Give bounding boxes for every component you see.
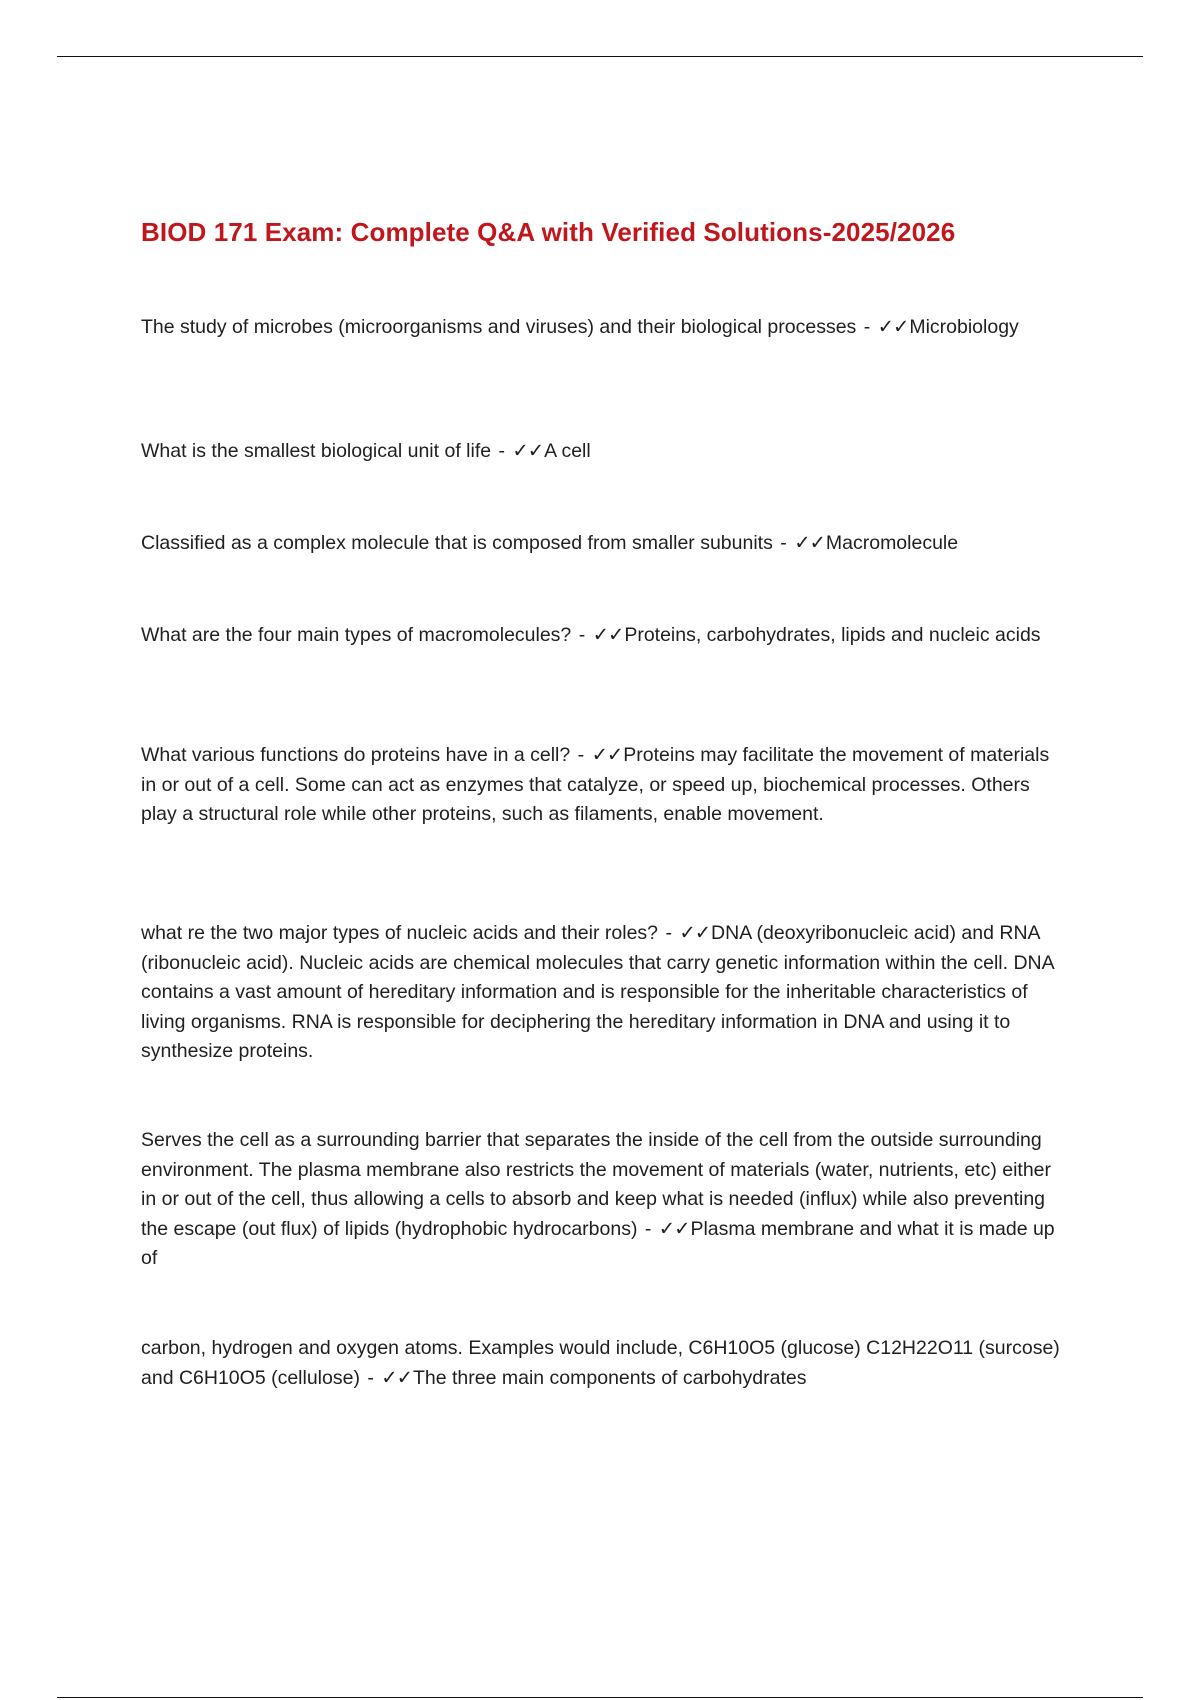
double-check-icon: ✓✓ bbox=[591, 744, 623, 766]
separator: - bbox=[367, 1366, 374, 1389]
qa-item-6 bbox=[141, 919, 1066, 1067]
double-check-icon: ✓✓ bbox=[658, 1217, 690, 1240]
double-check-icon: ✓✓ bbox=[381, 1366, 412, 1389]
double-check-icon: ✓✓ bbox=[512, 440, 544, 462]
answer-text: Microbiology bbox=[909, 316, 1019, 338]
answer-text: The three main components of carbohydrates bbox=[412, 1366, 807, 1389]
qa-item-8 bbox=[141, 1334, 1066, 1393]
qa-item-5 bbox=[141, 741, 1066, 830]
answer-text: Proteins, carbohydrates, lipids and nucleic acids bbox=[624, 624, 1041, 646]
question-text: Serves the cell as a surrounding barrier that separates the inside of the cell from the outside surrounding environment. The plasma membrane also restricts the movement of materials (water, nutrients, etc) either in or out of the cell, thus allowing a cells to absorb and keep what is needed (influx) while also preventing the escape (out flux) of lipids (hydrophobic hydrocarbons) bbox=[141, 1129, 1052, 1240]
question-text: The study of microbes (microorganisms and viruses) and their biological processes bbox=[141, 316, 857, 338]
question-text: carbon, hydrogen and oxygen atoms. Examples would include, C6H10O5 (glucose) C12H22O11 (surcose) and C6H10O5 (cellulose) bbox=[141, 1337, 1060, 1389]
answer-text: Macromolecule bbox=[825, 532, 959, 554]
answer-text: DNA (deoxyribonucleic acid) and RNA (ribonucleic acid). Nucleic acids are chemical molecules that carry genetic information within the cell. DNA contains a vast amount of hereditary information and is responsible for the inheritable characteristics of living organisms. RNA is responsible for deciphering the hereditary information in DNA and using it to synthesize proteins. bbox=[141, 922, 1054, 1062]
question-text: What various functions do proteins have in a cell? bbox=[141, 744, 571, 766]
separator: - bbox=[644, 1217, 652, 1240]
question-text: What is the smallest biological unit of life bbox=[141, 440, 492, 462]
qa-item-3 bbox=[141, 529, 1066, 559]
qa-item-4 bbox=[141, 621, 1066, 651]
qa-item-1 bbox=[141, 313, 1066, 343]
question-text: What are the four main types of macromolecules? bbox=[141, 624, 572, 646]
separator: - bbox=[498, 440, 505, 462]
qa-item-7 bbox=[141, 1126, 1066, 1274]
document-title: BIOD 171 Exam: Complete Q&A with Verified Solutions-2025/2026 bbox=[141, 217, 956, 247]
answer-text: Proteins may facilitate the movement of materials in or out of a cell. Some can act as enzymes that catalyze, or speed up, biochemical processes. Others play a structural role while other proteins, such as filaments, enable movement. bbox=[141, 744, 1050, 825]
separator: - bbox=[577, 744, 585, 766]
double-check-icon: ✓✓ bbox=[794, 532, 825, 554]
answer-text: Plasma membrane and what it is made up of bbox=[141, 1217, 1055, 1269]
separator: - bbox=[863, 316, 871, 338]
separator: - bbox=[780, 532, 787, 554]
qa-item-2 bbox=[141, 437, 1066, 467]
double-check-icon: ✓✓ bbox=[592, 624, 624, 646]
question-text: Classified as a complex molecule that is composed from smaller subunits bbox=[141, 532, 773, 554]
top-divider bbox=[57, 56, 1143, 57]
separator: - bbox=[665, 922, 672, 944]
double-check-icon: ✓✓ bbox=[679, 922, 711, 944]
double-check-icon: ✓✓ bbox=[877, 316, 909, 338]
answer-text: A cell bbox=[544, 440, 591, 462]
question-text: what re the two major types of nucleic acids and their roles? bbox=[141, 922, 659, 944]
bottom-divider bbox=[57, 1697, 1143, 1698]
separator: - bbox=[578, 624, 586, 646]
